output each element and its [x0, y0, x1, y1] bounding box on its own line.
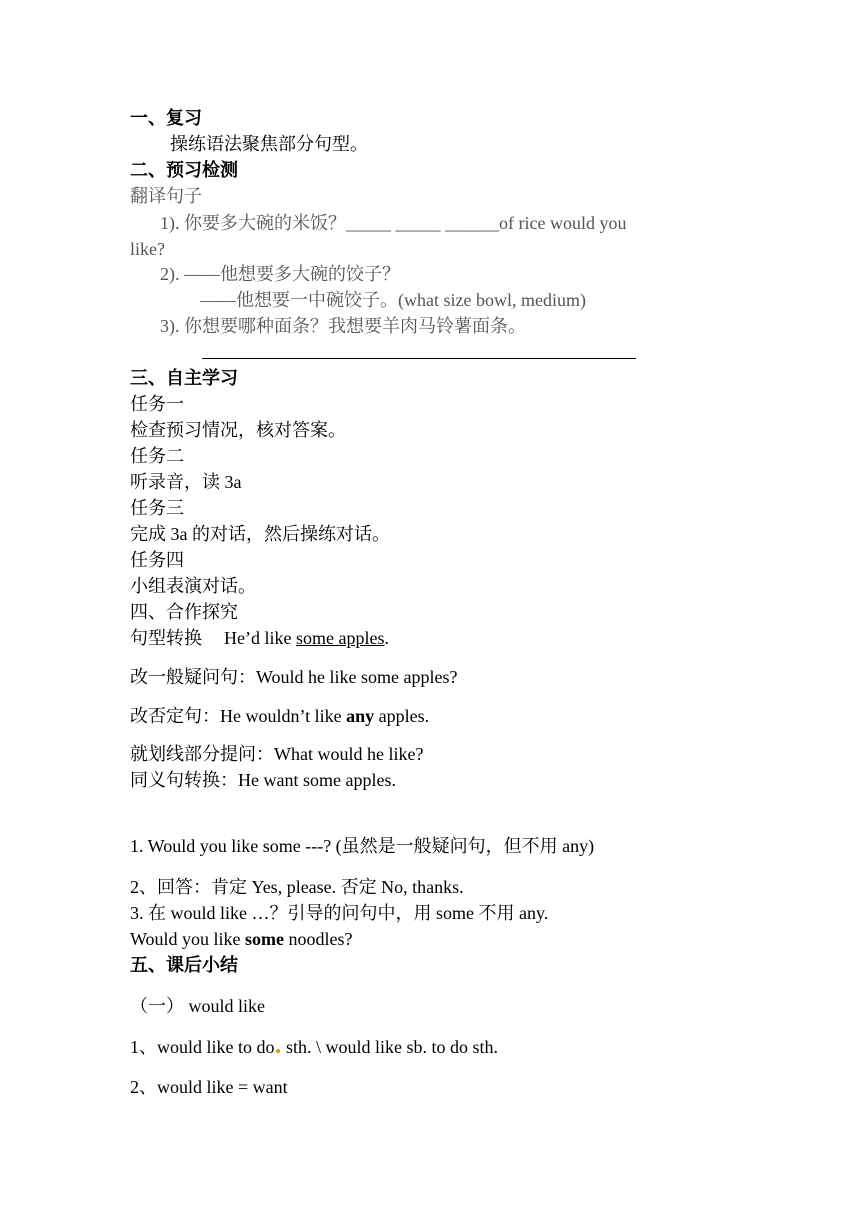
- answer-blank-line: [202, 358, 636, 359]
- general-question-line: 改一般疑问句：Would he like some apples?: [130, 667, 458, 687]
- summary-sub: （一） would like: [130, 996, 265, 1016]
- section-1-line: 操练语法聚焦部分句型。: [170, 134, 368, 154]
- summary-item-2: 2、would like = want: [130, 1077, 288, 1097]
- question-1-line-a: 1). 你要多大碗的米饭？_____ _____ ______of rice would you: [160, 213, 627, 233]
- synonym-line: 同义句转换：He want some apples.: [130, 770, 396, 790]
- section-1-heading: 一、复习: [130, 108, 202, 128]
- dot-icon: [276, 1049, 280, 1053]
- summary-item-1-pre: 1、would like to do: [130, 1037, 275, 1057]
- negative-pre: 改否定句：He wouldn’t like: [130, 706, 347, 726]
- question-2-line-b: ——他想要一中碗饺子。(what size bowl, medium): [200, 290, 586, 310]
- section-2-heading: 二、预习检测: [130, 160, 238, 180]
- task-1-title: 任务一: [130, 394, 184, 414]
- conversion-line: [130, 626, 389, 650]
- note-4: [130, 927, 353, 951]
- summary-item-1-post: sth. \ would like sb. to do sth.: [281, 1037, 499, 1057]
- conversion-sentence-pre: He’d like: [224, 628, 296, 648]
- conversion-sentence-post: .: [384, 628, 389, 648]
- task-1-desc: 检查预习情况，核对答案。: [130, 420, 346, 440]
- section-5-heading: 五、课后小结: [130, 955, 238, 975]
- note-4-pre: Would you like: [130, 929, 246, 949]
- note-4-post: noodles?: [284, 929, 353, 949]
- task-2-desc: 听录音，读 3a: [130, 472, 242, 492]
- section-3-heading: 三、自主学习: [130, 368, 238, 388]
- negative-post: apples.: [374, 706, 430, 726]
- task-2-title: 任务二: [130, 446, 184, 466]
- question-3-line: 3). 你想要哪种面条？我想要羊肉马铃薯面条。: [160, 316, 526, 336]
- task-3-title: 任务三: [130, 498, 184, 518]
- note-3: 3. 在 would like …？引导的问句中，用 some 不用 any.: [130, 903, 549, 923]
- section-2-sub: 翻译句子: [130, 186, 202, 206]
- task-4-desc: 小组表演对话。: [130, 576, 256, 596]
- negative-line: [130, 704, 429, 728]
- conversion-label: 句型转换: [130, 628, 202, 648]
- task-3-desc: 完成 3a 的对话，然后操练对话。: [130, 524, 390, 544]
- note-4-bold: some: [245, 929, 285, 949]
- negative-bold: any: [346, 706, 375, 726]
- summary-item-1: [130, 1035, 498, 1059]
- question-2-line-a: 2). ——他想要多大碗的饺子？: [160, 264, 400, 284]
- question-1-line-b: like?: [130, 239, 165, 259]
- note-2: 2、回答：肯定 Yes, please. 否定 No, thanks.: [130, 877, 464, 897]
- section-4-heading: 四、合作探究: [130, 602, 238, 622]
- conversion-underlined: some apples: [295, 628, 385, 648]
- wh-question-line: 就划线部分提问：What would he like?: [130, 744, 424, 764]
- task-4-title: 任务四: [130, 550, 184, 570]
- note-1: 1. Would you like some ---? (虽然是一般疑问句，但不用 any): [130, 836, 595, 856]
